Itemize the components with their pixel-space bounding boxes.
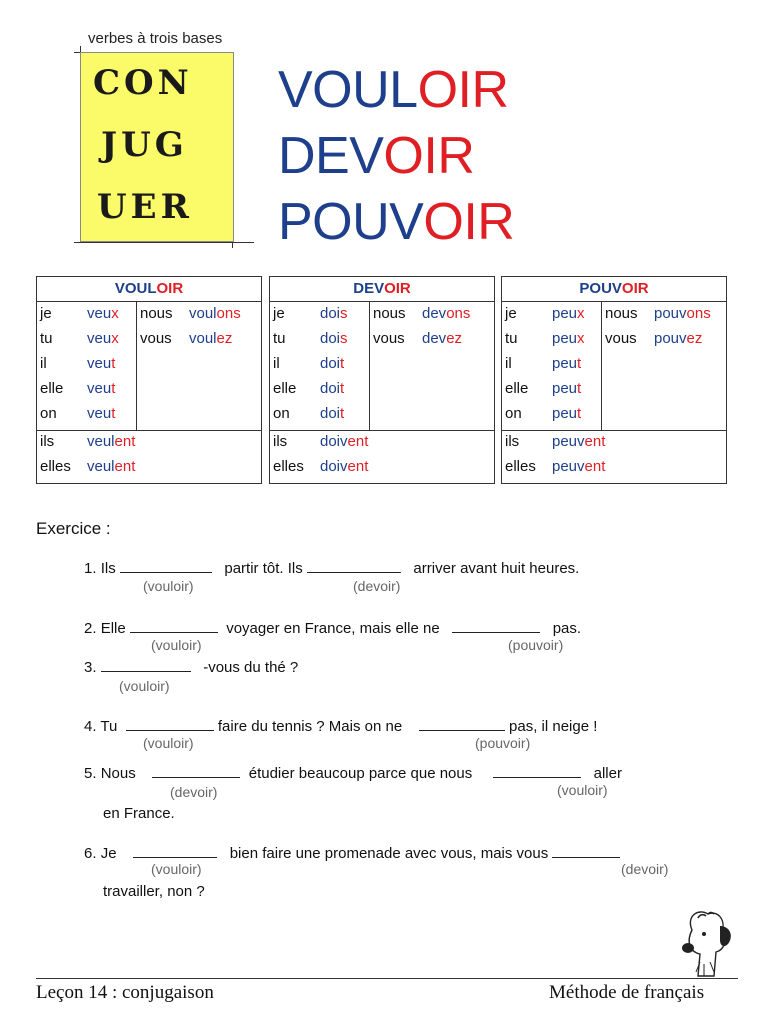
pronoun: tu — [40, 330, 53, 347]
pronoun: il — [40, 355, 47, 372]
verb-hint: (vouloir) — [119, 678, 170, 694]
pronoun: vous — [373, 330, 405, 347]
footer-lesson: Leçon 14 : conjugaison — [36, 982, 214, 1003]
pronoun: nous — [605, 305, 638, 322]
conjugation-table — [36, 276, 262, 484]
verb-form: veut — [87, 380, 116, 397]
title-devoir: DEVOIR — [278, 127, 475, 185]
exercise-title: Exercice : — [36, 519, 111, 538]
logo-line: JUG — [101, 125, 188, 165]
exercise-item-1: 1. Ils partir tôt. Ils arriver avant huit heures. — [84, 560, 580, 577]
pronoun: elle — [273, 380, 297, 397]
table-header: VOULOIR — [37, 277, 261, 302]
table-divider — [502, 430, 726, 431]
verb-form: voulons — [189, 305, 241, 322]
pronoun: il — [273, 355, 280, 372]
verb-hint: (pouvoir) — [508, 637, 564, 653]
verb-hint: (devoir) — [621, 861, 669, 877]
dog-illustration — [664, 906, 744, 982]
table-divider — [601, 302, 602, 430]
exercise-item-6-continuation: travailler, non ? — [103, 883, 205, 900]
pronoun: ils — [273, 433, 288, 450]
verb-form: doit — [320, 380, 345, 397]
answer-blank[interactable] — [133, 845, 217, 858]
pronoun: on — [505, 405, 522, 422]
exercise-item-3: 3. -vous du thé ? — [84, 659, 299, 676]
verb-hint: (devoir) — [170, 784, 218, 800]
verb-hint: (vouloir) — [151, 861, 202, 877]
verb-form: veut — [87, 405, 116, 422]
verb-form: peut — [552, 405, 582, 422]
conjugation-table — [269, 276, 495, 484]
pronoun: nous — [373, 305, 406, 322]
pronoun: on — [273, 405, 290, 422]
pronoun: elle — [40, 380, 64, 397]
table-divider — [136, 302, 137, 430]
verb-form: doivent — [320, 433, 369, 450]
pronoun: vous — [605, 330, 637, 347]
verb-hint: (devoir) — [353, 578, 401, 594]
pronoun: tu — [273, 330, 286, 347]
answer-blank[interactable] — [101, 659, 191, 672]
verb-form: veulent — [87, 458, 136, 475]
verb-form: doivent — [320, 458, 369, 475]
pronoun: elles — [505, 458, 536, 475]
table-divider — [270, 430, 494, 431]
verb-form: voulez — [189, 330, 233, 347]
verb-hint: (pouvoir) — [475, 735, 531, 751]
verb-form: pouvons — [654, 305, 711, 322]
verb-form: peuvent — [552, 433, 606, 450]
pronoun: il — [505, 355, 512, 372]
verb-form: peuvent — [552, 458, 606, 475]
answer-blank[interactable] — [120, 560, 212, 573]
pronoun: elles — [40, 458, 71, 475]
pronoun: tu — [505, 330, 518, 347]
pronoun: ils — [505, 433, 520, 450]
table-header: POUVOIR — [502, 277, 726, 302]
verb-form: devez — [422, 330, 463, 347]
pronoun: je — [505, 305, 517, 322]
answer-blank[interactable] — [452, 620, 540, 633]
crop-mark — [74, 242, 254, 243]
answer-blank[interactable] — [419, 718, 505, 731]
verb-form: pouvez — [654, 330, 703, 347]
verb-form: veux — [87, 330, 119, 347]
table-header: DEVOIR — [270, 277, 494, 302]
verb-hint: (vouloir) — [151, 637, 202, 653]
conjugation-table — [501, 276, 727, 484]
exercise-item-5: 5. Nous étudier beaucoup parce que nous aller — [84, 765, 622, 782]
verb-form: veulent — [87, 433, 136, 450]
verb-form: dois — [320, 305, 348, 322]
verb-form: peux — [552, 305, 585, 322]
table-divider — [369, 302, 370, 430]
logo-line: UER — [97, 187, 193, 227]
verb-form: veut — [87, 355, 116, 372]
verb-form: doit — [320, 355, 345, 372]
verb-form: peut — [552, 355, 582, 372]
answer-blank[interactable] — [493, 765, 581, 778]
exercise-item-4: 4. Tu faire du tennis ? Mais on ne pas, il neige ! — [84, 718, 598, 735]
verb-hint: (vouloir) — [143, 578, 194, 594]
title-pouvoir: POUVOIR — [278, 193, 515, 251]
answer-blank[interactable] — [130, 620, 218, 633]
pronoun: elle — [505, 380, 529, 397]
exercise-item-2: 2. Elle voyager en France, mais elle ne pas. — [84, 620, 582, 637]
verb-hint: (vouloir) — [557, 782, 608, 798]
conjuguer-logo — [80, 52, 234, 242]
pronoun: elles — [273, 458, 304, 475]
exercise-item-5-continuation: en France. — [103, 805, 175, 822]
logo-line: CON — [93, 63, 193, 103]
verb-form: peux — [552, 330, 585, 347]
verb-form: peut — [552, 380, 582, 397]
pronoun: nous — [140, 305, 173, 322]
verb-form: devons — [422, 305, 471, 322]
answer-blank[interactable] — [307, 560, 401, 573]
verb-form: veux — [87, 305, 119, 322]
footer-method: Méthode de français — [549, 982, 705, 1003]
answer-blank[interactable] — [152, 765, 240, 778]
exercise-item-6: 6. Je bien faire une promenade avec vous, mais vous — [84, 845, 620, 862]
footer-divider — [36, 978, 738, 979]
pronoun: vous — [140, 330, 172, 347]
subtitle: verbes à trois bases — [88, 30, 223, 47]
table-divider — [37, 430, 261, 431]
pronoun: on — [40, 405, 57, 422]
verb-hint: (vouloir) — [143, 735, 194, 751]
title-vouloir: VOULOIR — [278, 61, 509, 119]
pronoun: je — [273, 305, 285, 322]
answer-blank[interactable] — [126, 718, 214, 731]
verb-form: doit — [320, 405, 345, 422]
pronoun: je — [40, 305, 52, 322]
answer-blank[interactable] — [552, 845, 620, 858]
verb-form: dois — [320, 330, 348, 347]
pronoun: ils — [40, 433, 55, 450]
